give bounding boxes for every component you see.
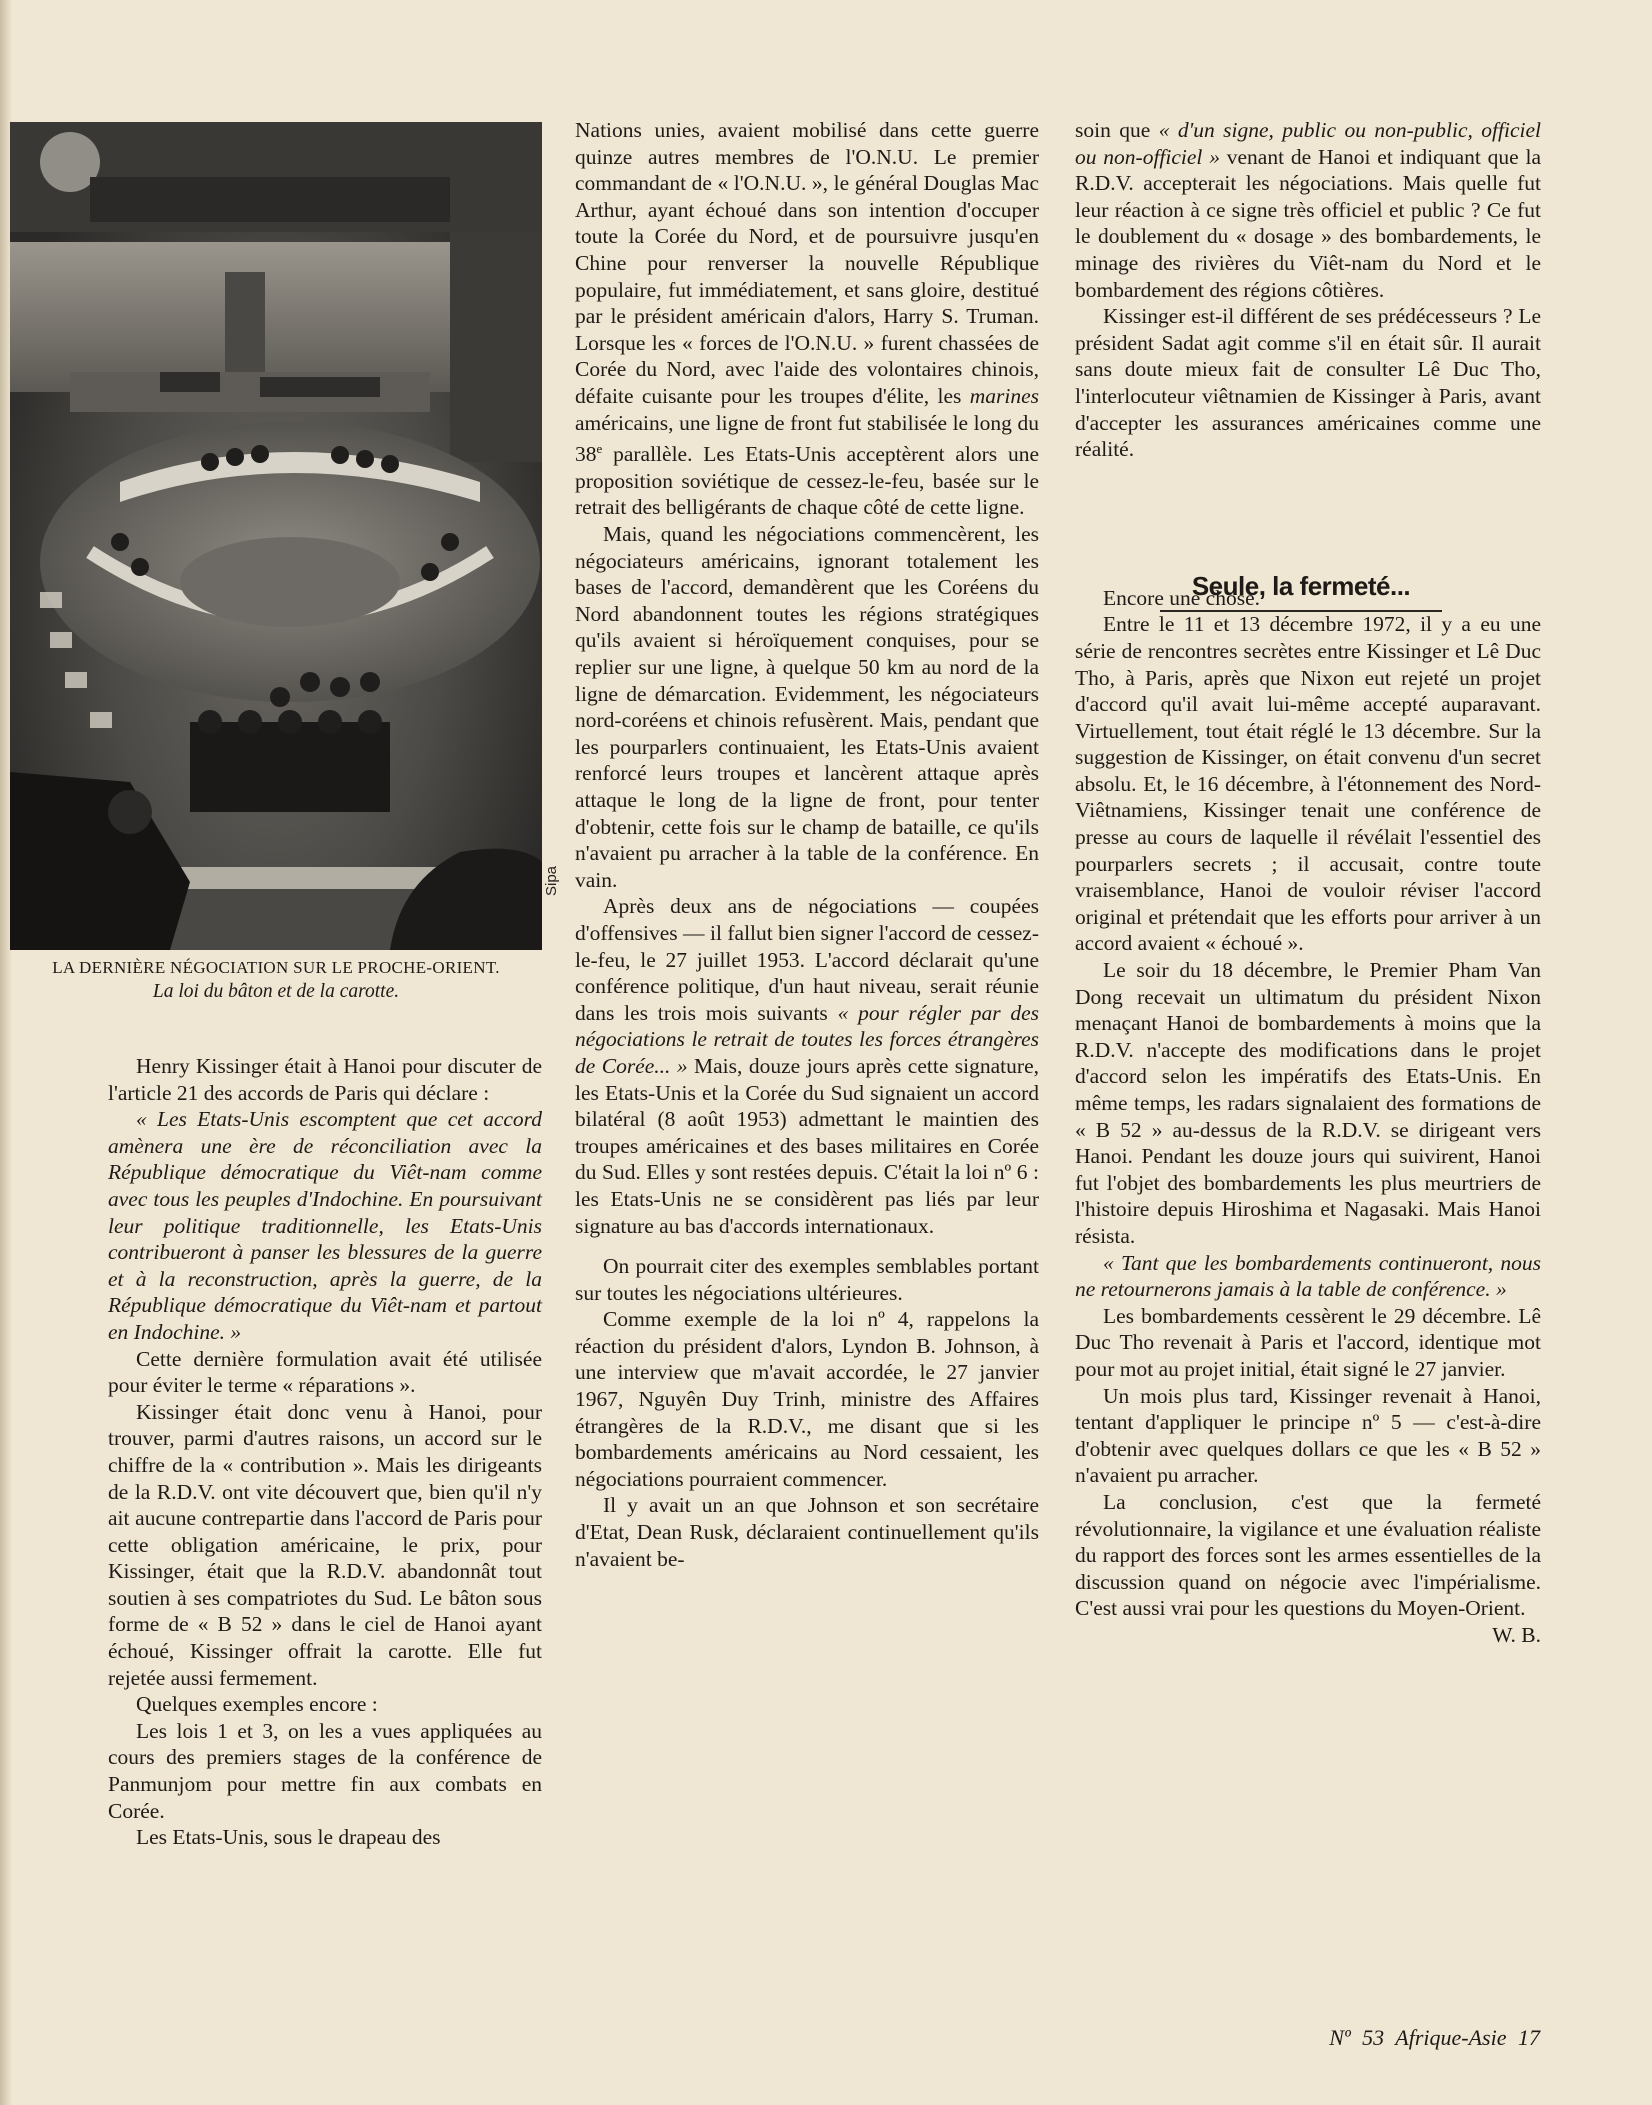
photo-credit: Sipa [543, 865, 560, 896]
quote-text: « d'un signe, public ou non-public, officiel ou non-officiel » [1075, 118, 1542, 169]
photo-caption-line1 [10, 956, 542, 980]
conference-photo [10, 122, 542, 950]
text-run: venant de Hanoi et indiquant que la R.D.V. accepterait les négociations. Mais quelle fut leur réaction à ce signe très officiel et public ? Ce fut le doublement du « dosage » des bombardements, le minage des rivières du Viêt-nam du Nord et le bombardement des régions côtières. [1075, 144, 1541, 302]
paragraph: Les lois 1 et 3, on les a vues appliquées au cours des premiers stages de la conférence de Panmunjom pour mettre fin aux combats en Corée. [108, 1718, 542, 1823]
paragraph: Les Etats-Unis, sous le drapeau des [136, 1825, 441, 1850]
section-subhead: Seule, la fermeté... [1160, 570, 1442, 612]
paragraph: Entre le 11 et 13 décembre 1972, il y a eu une série de rencontres secrètes entre Kissinger et Lê Duc Tho, à Paris, après que Nixon eut rejeté un projet d'accord qu'il avait lui-même accepté auparavant. Virtuellement, tout était réglé le 13 décembre. Sur la suggestion de Kissinger, on était convenu d'un secret absolu. Et, le 16 décembre, à l'étonnement des Nord-Viêtnamiens, Kissinger tenait une conférence de presse au cours de laquelle il révélait l'essentiel des pourparlers secrets ; il accusait, contre toute vraisemblance, Hanoi de vouloir réviser l'accord original et prétendait que les efforts pour arriver à un accord avaient « échoué ». [1075, 612, 1541, 956]
paragraph: Les bombardements cessèrent le 29 décembre. Lê Duc Tho revenait à Paris et l'accord, identique mot pour mot au projet initial, était signé le 27 janvier. [1075, 1303, 1541, 1381]
paragraph [1075, 1489, 1541, 1647]
paragraph [575, 893, 1039, 1239]
quote-text: « Les Etats-Unis escomptent que cet accord amènera une ère de réconciliation avec la République démocratique du Viêt-nam comme avec tous les peuples d'Indochine. En poursuivant leur politique traditionnelle, les Etats-Unis contribueront à panser les blessures de la guerre et à la reconstruction, après la guerre, de la République démocratique du Viêt-nam et partout en Indochine. » [108, 1107, 542, 1344]
paragraph: Comme exemple de la loi nº 4, rappelons la réaction du président d'alors, Lyndon B. Johnson, à une interview que m'avait accordée, le 27 janvier 1967, Nguyên Duy Trinh, ministre des Affaires étrangères de la R.D.V., me disant que si les bombardements américains au Nord cessaient, les négociations pourraient commencer. [575, 1307, 1039, 1491]
article-column-1 [108, 1053, 542, 1851]
italic-term: marines [969, 383, 1039, 408]
text-run: américains, une ligne de front fut stabilisée le long du 38 [575, 410, 1039, 467]
superscript: e [596, 441, 603, 457]
issue-number: Nº 53 [1329, 2025, 1385, 2050]
article-column-2 [575, 117, 1039, 1572]
photo-caption [10, 956, 542, 1004]
paragraph: Le soir du 18 décembre, le Premier Pham Van Dong recevait un ultimatum du président Nixon menaçant Hanoi de bombardements à moins que la R.D.V. n'accepte des modifications dans le projet d'accord selon les impératifs des Etats-Unis. En même temps, les radars signalaient des formations de « B 52 » au-dessus de la R.D.V. se dirigeant vers Hanoi. Pendant les douze jours qui suivirent, Hanoi fut l'objet des bombardements les plus meurtriers de l'histoire depuis Hiroshima et Nagasaki. Mais Hanoi résista. [1075, 958, 1541, 1248]
paragraph: On pourrait citer des exemples semblables portant sur toutes les négociations ultérieures. [575, 1254, 1039, 1305]
text-run: Nations unies, avaient mobilisé dans cette guerre quinze autres membres de l'O.N.U. Le premier commandant de « l'O.N.U. », le général Douglas Mac Arthur, ayant échoué dans son intention d'occuper toute la Corée du Nord, et de poursuivre jusqu'en Chine pour renverser la nouvelle République populaire, fut immédiatement, et sans gloire, destitué par le président américain d'alors, Harry S. Truman. Lorsque les « forces de l'O.N.U. » furent chassées de Corée du Nord, avec l'aide des volontaires chinois, défaite cuisante pour les troupes d'élite, les [575, 118, 1039, 408]
conference-photo-drawing [10, 122, 542, 950]
paragraph: Il y avait un an que Johnson et son secrétaire d'Etat, Dean Rusk, déclaraient continuellement qu'ils n'avaient be- [575, 1493, 1039, 1571]
paragraph: Encore une chose. [1103, 585, 1260, 610]
quote-paragraph [1075, 1250, 1541, 1303]
paragraph: Cette dernière formulation avait été utilisée pour éviter le terme « réparations ». [108, 1346, 542, 1398]
magazine-name: Afrique-Asie [1395, 2025, 1507, 2050]
photo-caption-line1-text: LA DERNIÈRE NÉGOCIATION SUR LE PROCHE-ORIENT. [52, 958, 500, 977]
text-run: soin que [1075, 118, 1159, 142]
author-signature: W. B. [1492, 1622, 1541, 1647]
paragraph: Kissinger était donc venu à Hanoi, pour trouver, parmi d'autres raisons, un accord sur le chiffre de la « contribution ». Mais les dirigeants de la R.D.V. ont vite découvert que, bien qu'il n'y ait aucune contrepartie dans l'accord de Paris pour cette obligation américaine, le prix, pour Kissinger, était que la R.D.V. abandonnât tout soutien à ses compatriotes du Sud. Le bâton sous forme de « B 52 » dans le ciel de Hanoi ayant échoué, Kissinger offrait la carotte. Elle fut rejetée aussi fermement. [108, 1399, 542, 1690]
paragraph: Henry Kissinger était à Hanoi pour discuter de l'article 21 des accords de Paris qui déclare : [108, 1054, 542, 1105]
paragraph [575, 117, 1039, 521]
paragraph: Kissinger est-il différent de ses prédécesseurs ? Le président Sadat agit comme s'il en était sûr. Il aurait sans doute mieux fait de consulter Lê Duc Tho, l'interlocuteur viêtnamien de Kissinger à Paris, avant d'accepter les assurances américaines comme une réalité. [1075, 304, 1541, 462]
page-number: 17 [1518, 2025, 1540, 2050]
subhead-spacer [1075, 463, 1541, 585]
paragraph: Mais, quand les négociations commencèrent, les négociateurs américains, ignorant totalement les bases de l'accord, demandèrent que les Coréens du Nord abandonnent toutes les régions stratégiques qu'ils avaient si héroïquement conquises, pour se replier sur une ligne, à quelque 50 km au nord de la ligne de démarcation. Evidemment, les négociateurs nord-coréens et chinois refusèrent. Mais, pendant que les pourparlers continuaient, les Etats-Unis avaient renforcé leurs troupes et lancèrent attaque après attaque le long de la ligne de front, pour tenter d'obtenir, cette fois sur le champ de bataille, ce qu'ils n'avaient pu arracher à la table de la conférence. En vain. [575, 522, 1039, 892]
page-footer [1329, 2025, 1540, 2051]
quote-paragraph [108, 1106, 542, 1345]
text-run: Après deux ans de négociations — coupées d'offensives — il fallut bien signer l'accord de cessez-le-feu, le 27 juillet 1953. L'accord déclarait qu'une conférence politique, d'un haut niveau, serait réunie dans les trois mois suivants [575, 894, 1039, 1025]
text-run: Mais, douze jours après cette signature, les Etats-Unis et la Corée du Sud signaient un accord bilatéral (8 août 1953) admettant le maintien des troupes américaines et des bases militaires en Corée du Sud. Elles y sont restées depuis. C'était la loi nº 6 : les Etats-Unis ne se considèrent pas liés par leur signature au bas d'accords internationaux. [575, 1053, 1039, 1238]
paragraph: Quelques exemples encore : [136, 1692, 378, 1717]
quote-text: « pour régler par des négociations le retrait de toutes les forces étrangères de Corée... » [575, 1000, 1039, 1078]
photo-caption-line2: La loi du bâton et de la carotte. [152, 981, 400, 1002]
paragraph: Un mois plus tard, Kissinger revenait à Hanoi, tentant d'appliquer le principe nº 5 — c'est-à-dire d'obtenir avec quelques dollars ce que les « B 52 » n'avaient pu arracher. [1075, 1383, 1541, 1488]
article-column-3 [1075, 117, 1541, 1648]
paragraph [1075, 117, 1541, 303]
text-run: parallèle. Les Etats-Unis acceptèrent alors une proposition soviétique de cessez-le-feu, basée sur le retrait des belligérants de chaque côté de cette ligne. [575, 442, 1039, 520]
quote-text: « Tant que les bombardements continueront, nous ne retournerons jamais à la table de conférence. » [1075, 1250, 1541, 1302]
text-run: La conclusion, c'est que la fermeté révolutionnaire, la vigilance et une évaluation réaliste du rapport des forces sont les armes essentielles de la discussion quand on négocie avec l'impérialisme. C'est aussi vrai pour les questions du Moyen-Orient. [1075, 1489, 1541, 1621]
